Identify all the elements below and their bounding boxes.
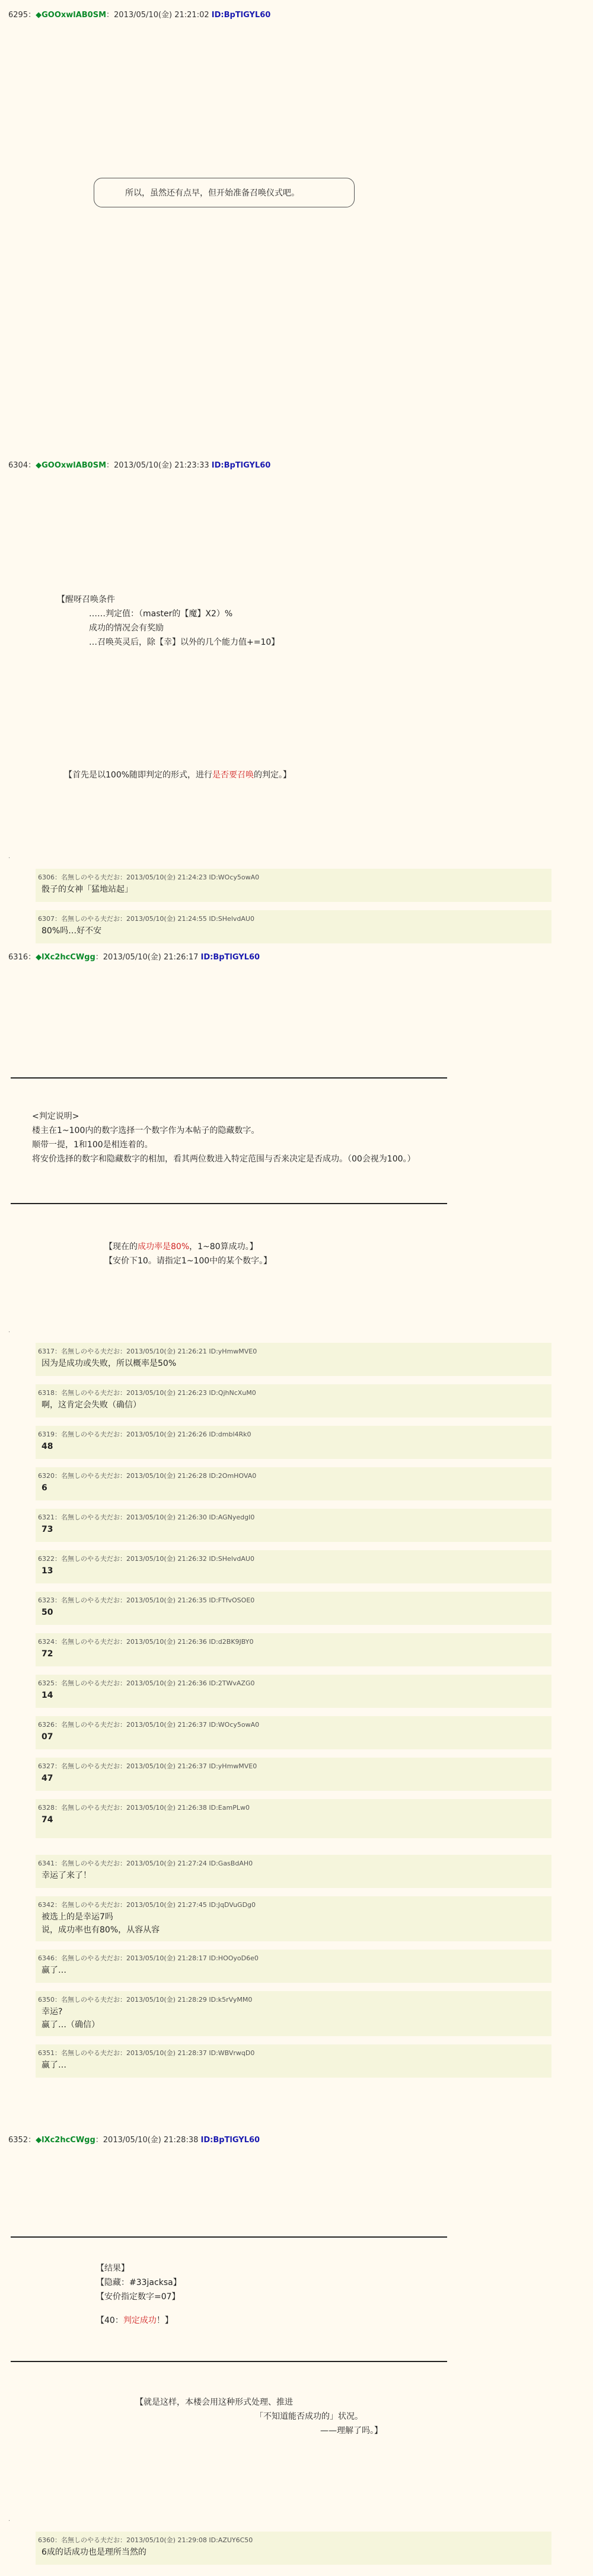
explanation-line: 顺带一提，1和100是相连着的。 xyxy=(32,1140,153,1150)
reply-body: 48 xyxy=(42,1442,53,1451)
poster-name[interactable]: ◆lXc2hcCWgg xyxy=(36,953,95,962)
reply-header: 6326：名無しのやる夫だお：2013/05/10(金) 21:26:37 ID:WOcy5owA0 xyxy=(38,1721,260,1729)
hidden-number: 【隐藏：#33jacksa】 xyxy=(96,2278,181,2287)
reply-body: 赢了… xyxy=(42,1966,66,1975)
reply-header: 6306：名無しのやる夫だお：2013/05/10(金) 21:24:23 ID:WOcy5owA0 xyxy=(38,873,260,881)
reply-post xyxy=(36,1384,551,1417)
poster-id[interactable]: ID:BpTlGYL60 xyxy=(211,11,271,20)
reply-post xyxy=(36,1855,551,1888)
bubble-text: 所以，虽然还有点早，但开始准备召唤仪式吧。 xyxy=(125,188,299,198)
reply-post xyxy=(36,1799,551,1838)
reply-post xyxy=(36,1758,551,1791)
summon-conditions-line: 成功的情况会有奖励 xyxy=(89,623,164,633)
reply-body: 50 xyxy=(42,1608,53,1617)
anchor-instruction: 【安价下10。请指定1~100中的某个数字。】 xyxy=(104,1256,272,1266)
reply-header: 6323：名無しのやる夫だお：2013/05/10(金) 21:26:35 ID:FTfvOSOE0 xyxy=(38,1596,255,1604)
post-date: ：2013/05/10(金) 21:21:02 xyxy=(106,11,209,20)
reply-header: 6307：名無しのやる夫だお：2013/05/10(金) 21:24:55 ID:SHelvdAU0 xyxy=(38,915,254,923)
result-line: 【40：判定成功！】 xyxy=(96,2316,173,2325)
poster-id[interactable]: ID:BpTlGYL60 xyxy=(211,461,271,470)
reply-body: 骰子的女神「猛地站起」 xyxy=(42,885,133,894)
divider xyxy=(11,1203,447,1204)
reply-header: 6346：名無しのやる夫だお：2013/05/10(金) 21:28:17 ID:HOOyoD6e0 xyxy=(38,1954,259,1962)
reply-post xyxy=(36,2044,551,2078)
poster-id[interactable]: ID:BpTlGYL60 xyxy=(200,953,260,962)
reply-header: 6351：名無しのやる夫だお：2013/05/10(金) 21:28:37 ID:WBVrwqD0 xyxy=(38,2049,255,2057)
explanation-line: 楼主在1~100内的数字选择一个数字作为本帖子的隐藏数字。 xyxy=(32,1126,260,1135)
post-number: 6316： xyxy=(8,953,36,962)
explanation-line: 将安价选择的数字和隐藏数字的相加，看其两位数进入特定范围与否来决定是否成功。（00会视为100。） xyxy=(32,1154,416,1164)
post-header xyxy=(8,8,270,20)
reply-header: 6325：名無しのやる夫だお：2013/05/10(金) 21:26:36 ID:2TWvAZG0 xyxy=(38,1679,255,1687)
reply-body: 被选上的是幸运7吗 说，成功率也有80%，从容从容 xyxy=(42,1912,160,1935)
reply-header: 6321：名無しのやる夫だお：2013/05/10(金) 21:26:30 ID:AGNyedgI0 xyxy=(38,1513,255,1521)
explanation-title: <判定说明> xyxy=(32,1112,79,1121)
reply-post xyxy=(36,1716,551,1749)
reply-body: 6成的话成功也是理所当然的 xyxy=(42,2548,146,2557)
post-number: 6295： xyxy=(8,11,36,20)
reply-header: 6324：名無しのやる夫だお：2013/05/10(金) 21:26:36 ID:d2BK9JBY0 xyxy=(38,1638,254,1646)
reply-body: 幸运了来了！ xyxy=(42,1871,91,1880)
reply-header: 6341：名無しのやる夫だお：2013/05/10(金) 21:27:24 ID:GasBdAH0 xyxy=(38,1860,253,1867)
reply-body: 6 xyxy=(42,1483,47,1493)
reply-post xyxy=(36,1592,551,1625)
reply-header: 6350：名無しのやる夫だお：2013/05/10(金) 21:28:29 ID:k5rVyMM0 xyxy=(38,1996,253,2004)
highlight-text: 是否要召唤 xyxy=(212,770,254,780)
reply-post xyxy=(36,1467,551,1500)
poster-id[interactable]: ID:BpTlGYL60 xyxy=(200,2136,260,2145)
post-header xyxy=(8,459,270,470)
reply-body: 14 xyxy=(42,1691,53,1700)
closing-line: 「不知道能否成功的」状况。 xyxy=(255,2412,363,2421)
poster-name[interactable]: ◆GOOxwlAB0SM xyxy=(36,461,107,470)
success-rate-note: 【现在的成功率是80%，1~80算成功。】 xyxy=(104,1242,258,1252)
reply-post xyxy=(36,1426,551,1459)
reply-post xyxy=(36,910,551,943)
summon-conditions-line: …召唤英灵后，除【幸】以外的几个能力值+=10】 xyxy=(89,638,280,647)
reply-post xyxy=(36,1633,551,1666)
reply-post xyxy=(36,1509,551,1542)
reply-header: 6328：名無しのやる夫だお：2013/05/10(金) 21:26:38 ID:EamPLw0 xyxy=(38,1804,250,1812)
reply-post xyxy=(36,1675,551,1708)
reply-body: 72 xyxy=(42,1649,53,1659)
reply-header: 6327：名無しのやる夫だお：2013/05/10(金) 21:26:37 ID:yHmwMVE0 xyxy=(38,1762,257,1770)
reply-header: 6317：名無しのやる夫だお：2013/05/10(金) 21:26:21 ID:yHmwMVE0 xyxy=(38,1348,257,1355)
post-number: 6304： xyxy=(8,461,36,470)
post-header xyxy=(8,951,260,962)
reply-body: 07 xyxy=(42,1732,53,1742)
reply-body: 74 xyxy=(42,1815,53,1825)
divider xyxy=(11,2236,447,2238)
reply-body: 因为是成功或失败，所以概率是50% xyxy=(42,1359,177,1368)
reply-body: 13 xyxy=(42,1566,53,1576)
anchor-number: 【安价指定数字=07】 xyxy=(96,2292,180,2302)
reply-header: 6319：名無しのやる夫だお：2013/05/10(金) 21:26:26 ID:dmbl4Rk0 xyxy=(38,1431,251,1438)
speech-bubble xyxy=(94,178,355,207)
highlight-text: 判定成功 xyxy=(123,2316,157,2325)
reply-post xyxy=(36,1950,551,1983)
summon-conditions-title: 【醒呀召唤条件 xyxy=(57,595,115,604)
post-header xyxy=(8,2133,260,2145)
reply-header: 6322：名無しのやる夫だお：2013/05/10(金) 21:26:32 ID:SHelvdAU0 xyxy=(38,1555,254,1563)
post-date: ：2013/05/10(金) 21:28:38 xyxy=(95,2136,199,2145)
dot-marker: . xyxy=(8,2516,11,2523)
reply-header: 6360：名無しのやる夫だお：2013/05/10(金) 21:29:08 ID:AZUY6C50 xyxy=(38,2536,253,2544)
dot-marker: . xyxy=(8,1327,11,1334)
post-date: ：2013/05/10(金) 21:23:33 xyxy=(106,461,209,470)
reply-post xyxy=(36,1991,551,2036)
reply-post xyxy=(36,1343,551,1376)
reply-body: 幸运? 赢了…（确信） xyxy=(42,2007,100,2030)
reply-post xyxy=(36,869,551,902)
reply-header: 6318：名無しのやる夫だお：2013/05/10(金) 21:26:23 ID:QjhNcXuM0 xyxy=(38,1389,256,1397)
closing-line: ——理解了吗。】 xyxy=(320,2426,382,2436)
reply-header: 6342：名無しのやる夫だお：2013/05/10(金) 21:27:45 ID:JqDVuGDg0 xyxy=(38,1901,256,1909)
reply-body: 赢了… xyxy=(42,2060,66,2070)
result-title: 【结果】 xyxy=(96,2264,129,2273)
divider xyxy=(11,1077,447,1079)
reply-post xyxy=(36,1550,551,1583)
closing-line: 【就是这样，本楼会用这种形式处理、推进 xyxy=(135,2398,293,2407)
dot-marker: . xyxy=(8,853,11,860)
post-date: ：2013/05/10(金) 21:26:17 xyxy=(95,953,199,962)
judgement-note: 【首先是以100%随即判定的形式，进行是否要召唤的判定。】 xyxy=(64,770,292,780)
reply-body: 啊，这肯定会失败（确信） xyxy=(42,1400,141,1410)
summon-conditions-line: ……判定值：（master的【魔】X2）% xyxy=(89,609,233,619)
reply-post xyxy=(36,1896,551,1941)
post-number: 6352： xyxy=(8,2136,36,2145)
reply-body: 47 xyxy=(42,1774,53,1783)
divider xyxy=(11,2361,447,2362)
reply-header: 6320：名無しのやる夫だお：2013/05/10(金) 21:26:28 ID:2OmHOVA0 xyxy=(38,1472,257,1480)
highlight-text: 成功率是80% xyxy=(138,1242,190,1252)
poster-name[interactable]: ◆lXc2hcCWgg xyxy=(36,2136,95,2145)
poster-name[interactable]: ◆GOOxwlAB0SM xyxy=(36,11,107,20)
reply-post xyxy=(36,2532,551,2565)
reply-body: 73 xyxy=(42,1525,53,1534)
reply-body: 80%吗…好不安 xyxy=(42,926,102,936)
